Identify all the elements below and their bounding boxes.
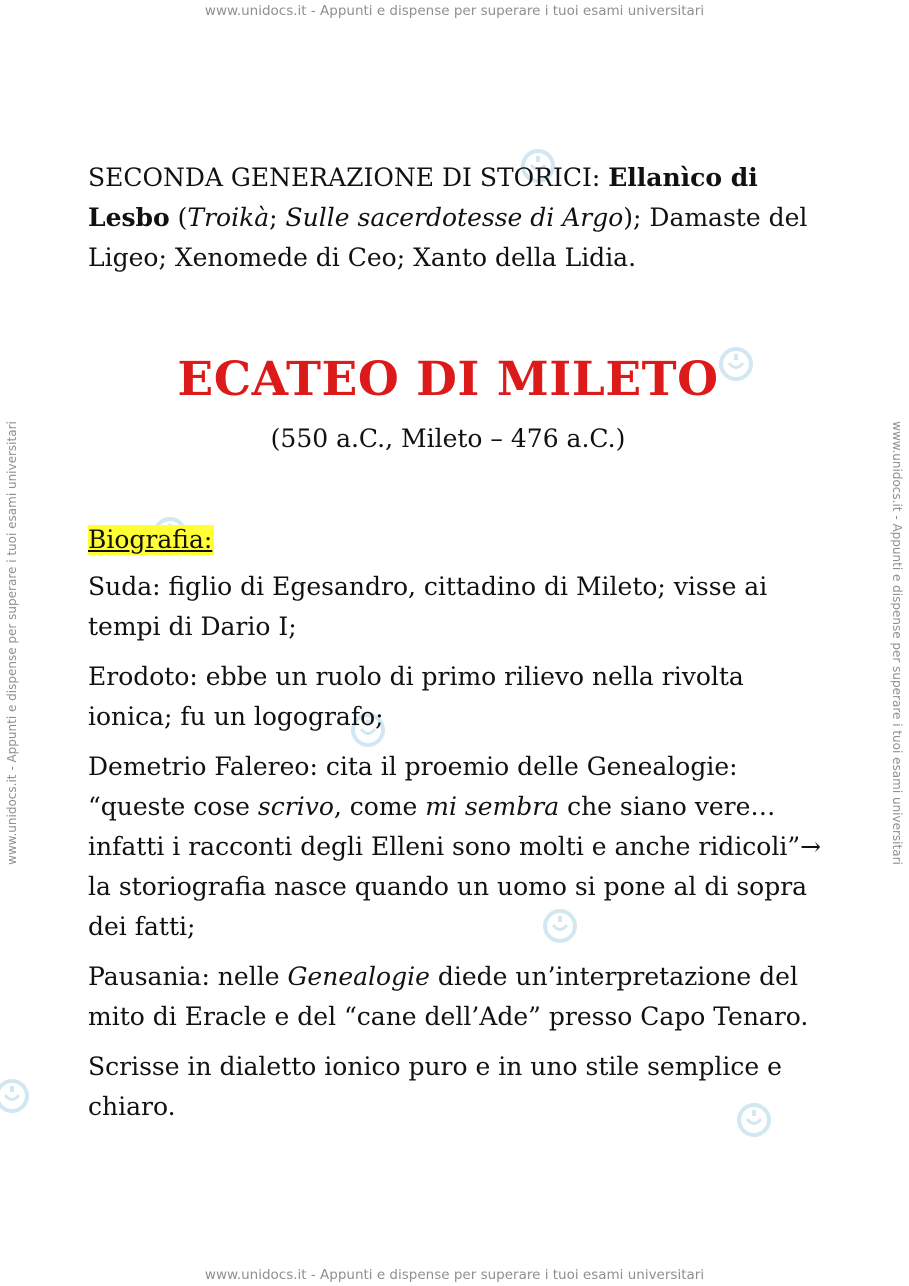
arrow-right-icon: → bbox=[800, 832, 822, 861]
watermark-left: www.unidocs.it - Appunti e dispense per superare i tuoi esami universitari bbox=[5, 421, 19, 865]
document-body bbox=[88, 158, 828, 1127]
watermark-right: www.unidocs.it - Appunti e dispense per superare i tuoi esami universitari bbox=[890, 421, 904, 865]
bio-paragraph-erodoto: Erodoto: ebbe un ruolo di primo rilievo nella rivolta ionica; fu un logografo; bbox=[88, 662, 744, 731]
section-heading: Biografia: bbox=[88, 525, 213, 554]
intro-paragraph: SECONDA GENERAZIONE DI STORICI: Ellanìco di Lesbo (Troikà; Sulle sacerdotesse di Argo); Damaste del Ligeo; Xenomede di Ceo; Xanto della Lidia. bbox=[88, 163, 808, 272]
watermark-top: www.unidocs.it - Appunti e dispense per superare i tuoi esami universitari bbox=[204, 3, 705, 19]
author-name: Ellanìco di Lesbo bbox=[88, 163, 758, 232]
bio-paragraph-pausania: Pausania: nelle Genealogie diede un’interpretazione del mito di Eracle e del “cane dell’Ade” presso Capo Tenaro. bbox=[88, 962, 809, 1031]
bio-paragraph-stile: Scrisse in dialetto ionico puro e in uno stile semplice e chiaro. bbox=[88, 1052, 782, 1121]
work-title: Troikà bbox=[187, 203, 270, 232]
bio-paragraph-demetrio: Demetrio Falereo: cita il proemio delle Genealogie: “queste cose scrivo, come mi sembra che siano vere…infatti i racconti degli Elleni sono molti e anche ridicoli”→ la storiografia nasce quando un uomo si pone al di sopra dei fatti; bbox=[88, 752, 822, 941]
page-title: ECATEO DI MILETO bbox=[177, 352, 719, 407]
watermark-bottom: www.unidocs.it - Appunti e dispense per superare i tuoi esami universitari bbox=[204, 1267, 705, 1283]
unidocs-logo-icon bbox=[0, 1078, 30, 1114]
author-dates: (550 a.C., Mileto – 476 a.C.) bbox=[270, 424, 626, 453]
bio-paragraph-suda: Suda: figlio di Egesandro, cittadino di Mileto; visse ai tempi di Dario I; bbox=[88, 572, 768, 641]
work-title: Sulle sacerdotesse di Argo bbox=[285, 203, 624, 232]
